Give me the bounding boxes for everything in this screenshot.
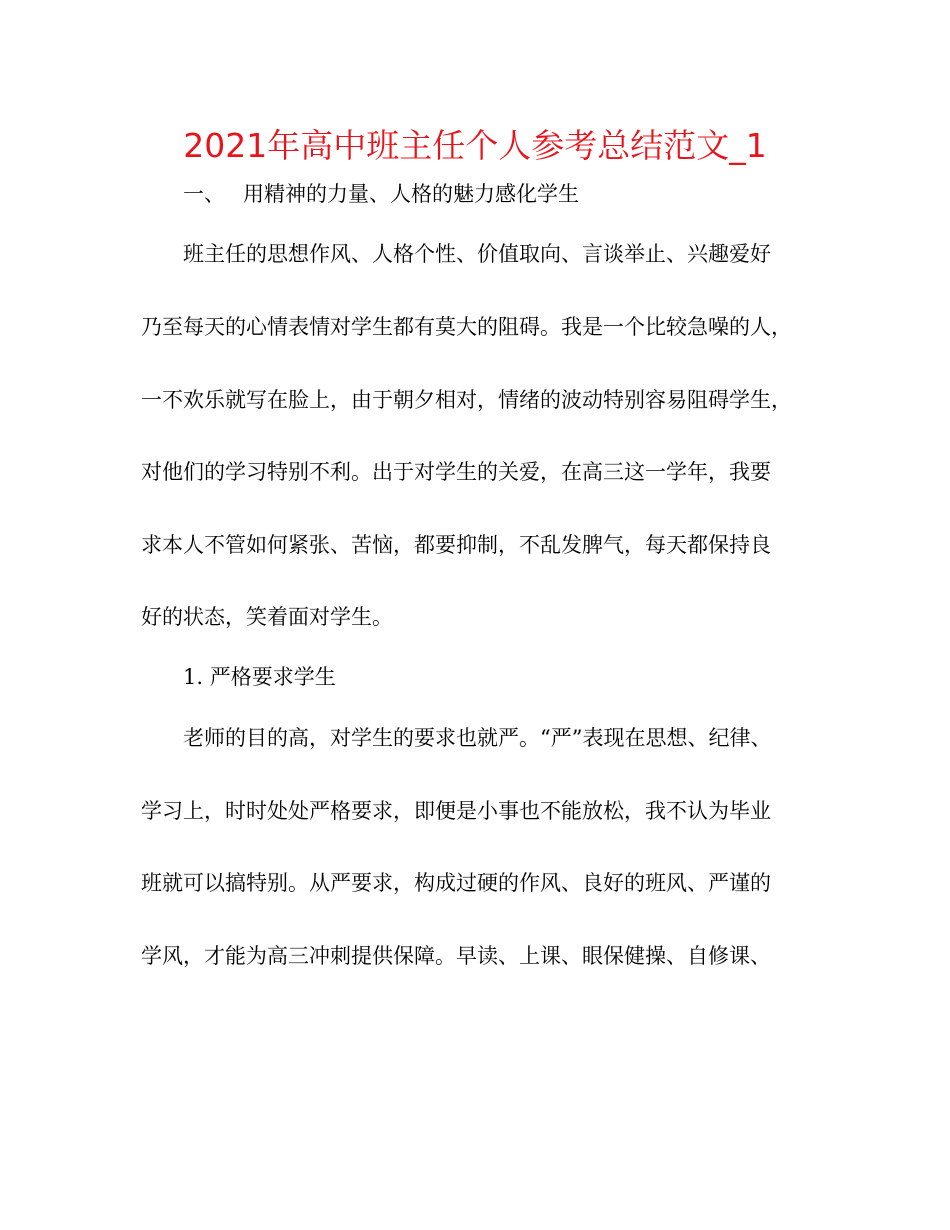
paragraph-1-line-2: 乃至每天的心情表情对学生都有莫大的阻碍。我是一个比较急噪的人， (141, 315, 792, 339)
section-heading-text: 用精神的力量、人格的魅力感化学生 (243, 182, 579, 206)
section-heading-number: 一、 (183, 182, 225, 206)
paragraph-1-line-1: 班主任的思想作风、人格个性、价值取向、言谈举止、兴趣爱好 (183, 242, 771, 266)
subheading: 1. 严格要求学生 (183, 665, 336, 689)
paragraph-2-line-3: 班就可以搞特别。从严要求，构成过硬的作风、良好的班风、严谨的 (141, 871, 771, 895)
paragraph-1-line-6: 好的状态，笑着面对学生。 (141, 605, 393, 629)
paragraph-2-line-2: 学习上，时时处处严格要求，即便是小事也不能放松，我不认为毕业 (141, 799, 771, 823)
paragraph-2-line-4: 学风，才能为高三冲刺提供保障。早读、上课、眼保健操、自修课、 (141, 944, 771, 968)
document-title: 2021年高中班主任个人参考总结范文_1 (183, 126, 767, 165)
paragraph-2-line-1: 老师的目的高，对学生的要求也就严。“严”表现在思想、纪律、 (183, 726, 772, 750)
paragraph-1-line-4: 对他们的学习特别不利。出于对学生的关爱，在高三这一学年，我要 (141, 460, 771, 484)
paragraph-1-line-5: 求本人不管如何紧张、苦恼，都要抑制，不乱发脾气，每天都保持良 (141, 533, 771, 557)
paragraph-1-line-3: 一不欢乐就写在脸上，由于朝夕相对，情绪的波动特别容易阻碍学生， (141, 388, 792, 412)
section-heading (183, 180, 579, 208)
